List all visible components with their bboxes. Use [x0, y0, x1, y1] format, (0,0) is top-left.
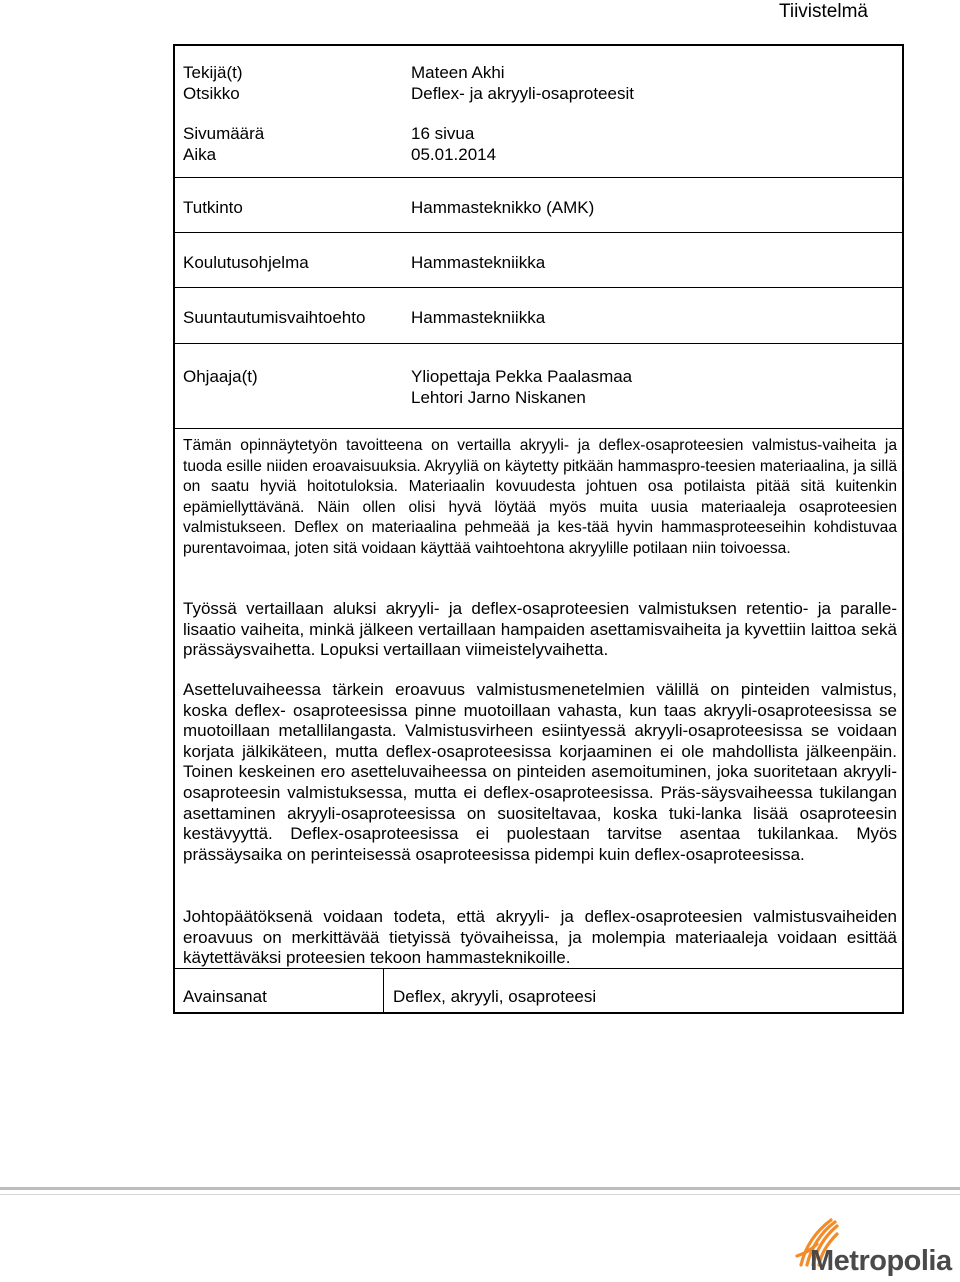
- row-divider: [175, 232, 902, 233]
- keywords-divider: [175, 968, 902, 969]
- author-label: Tekijä(t): [183, 63, 243, 82]
- supervisor-label: Ohjaaja(t): [183, 367, 258, 386]
- row-divider: [175, 177, 902, 178]
- specialisation-label: Suuntautumisvaihtoehto: [183, 308, 366, 327]
- footer-rule-thin: [0, 1194, 960, 1195]
- programme-value: Hammastekniikka: [411, 253, 546, 272]
- date-label: Aika: [183, 145, 217, 164]
- abstract-paragraph-1: Tämän opinnäytetyön tavoitteena on vertailla akryyli- ja deflex-osaproteesien valmistus-vaiheita ja tuoda esille niiden eroavaisuuksia. Akryyliä on käytetty pitkään hammaspro-teesien materiaalina, ja sillä on saatu hyviä hoitotuloksia. Materiaalin kovuudesta johtuen osa potilaista pitää sitä kuitenkin epämiellyttävänä. Näin ollen olisi hyvä löytää myös muita uusia materiaaleja osaproteesien valmistukseen. Deflex on materiaalina pehmeää ja kes-tää hyvin hammasproteeseihin kohdistuvaa purentavoimaa, joten sitä voidaan käyttää vaihtoehtona akryylille potilaan niin toivoessa.: [183, 437, 897, 557]
- specialisation-value: Hammastekniikka: [411, 308, 546, 327]
- author-value: Mateen Akhi: [411, 63, 505, 82]
- degree-value: Hammasteknikko (AMK): [411, 198, 595, 217]
- row-divider: [175, 428, 902, 429]
- metropolia-logo-text: Metropolia: [810, 1245, 952, 1277]
- abstract-paragraph-4: Johtopäätöksenä voidaan todeta, että akryyli- ja deflex-osaproteesien valmistusvaiheiden eroavuus on merkittävää tietyissä työvaiheissa, ja molempia materiaaleja voidaan esittää käytettäväksi proteesien tekoon hammasteknikoille.: [183, 907, 897, 968]
- keywords-column-divider: [383, 968, 384, 1014]
- degree-label: Tutkinto: [183, 198, 243, 217]
- keywords-label: Avainsanat: [183, 987, 267, 1006]
- title-value: Deflex- ja akryyli-osaproteesit: [411, 84, 634, 103]
- keywords-value: Deflex, akryyli, osaproteesi: [393, 987, 597, 1006]
- supervisor-value-1: Yliopettaja Pekka Paalasmaa: [411, 367, 633, 386]
- abstract-paragraph-2: Työssä vertaillaan aluksi akryyli- ja deflex-osaproteesien valmistuksen retentio- ja paralle-lisaatio vaiheita, minkä jälkeen vertaillaan hampaiden asettamisvaiheita ja kyvettiin laittoa sekä prässäysvaihetta. Lopuksi vertaillaan viimeistelyvaihetta.: [183, 599, 897, 660]
- abstract-frame: [173, 44, 904, 1014]
- page-header-title: Tiivistelmä: [778, 1, 868, 22]
- row-divider: [175, 287, 902, 288]
- footer-rule: [0, 1187, 960, 1190]
- row-divider: [175, 343, 902, 344]
- pages-label: Sivumäärä: [183, 124, 265, 143]
- pages-value: 16 sivua: [411, 124, 475, 143]
- date-value: 05.01.2014: [411, 145, 497, 164]
- abstract-paragraph-3: Asetteluvaiheessa tärkein eroavuus valmistusmenetelmien välillä on pinteiden valmistus, koska deflex- osaproteesissa pinne muotoillaan vahasta, kun taas akryyli-osaproteesissa se muotoillaan metallilangasta. Valmistusvirheen esiintyessä akryyli-osaproteesissa se voidaan korjata jälkikäteen, mutta deflex-osaproteesissa korjaaminen ei ole mahdollista jälkeenpäin. Toinen keskeinen ero asetteluvaiheessa on pinteiden asemoituminen, joka suoritetaan akryyli-osaproteesin valmistuksessa, mutta ei deflex-osaproteesissa. Präs-säysvaiheessa tukilangan asettaminen akryyli-osaproteesissa on suositeltavaa, koska tuki-lanka lisää osaproteesin kestävyyttä. Deflex-osaproteesissa ei puolestaan tarvitse asentaa tukilankaa. Myös prässäysaika on perinteisessä osaproteesissa pidempi kuin deflex-osaproteesissa.: [183, 680, 897, 864]
- title-label: Otsikko: [183, 84, 240, 103]
- programme-label: Koulutusohjelma: [183, 253, 309, 272]
- supervisor-value-2: Lehtori Jarno Niskanen: [411, 388, 586, 407]
